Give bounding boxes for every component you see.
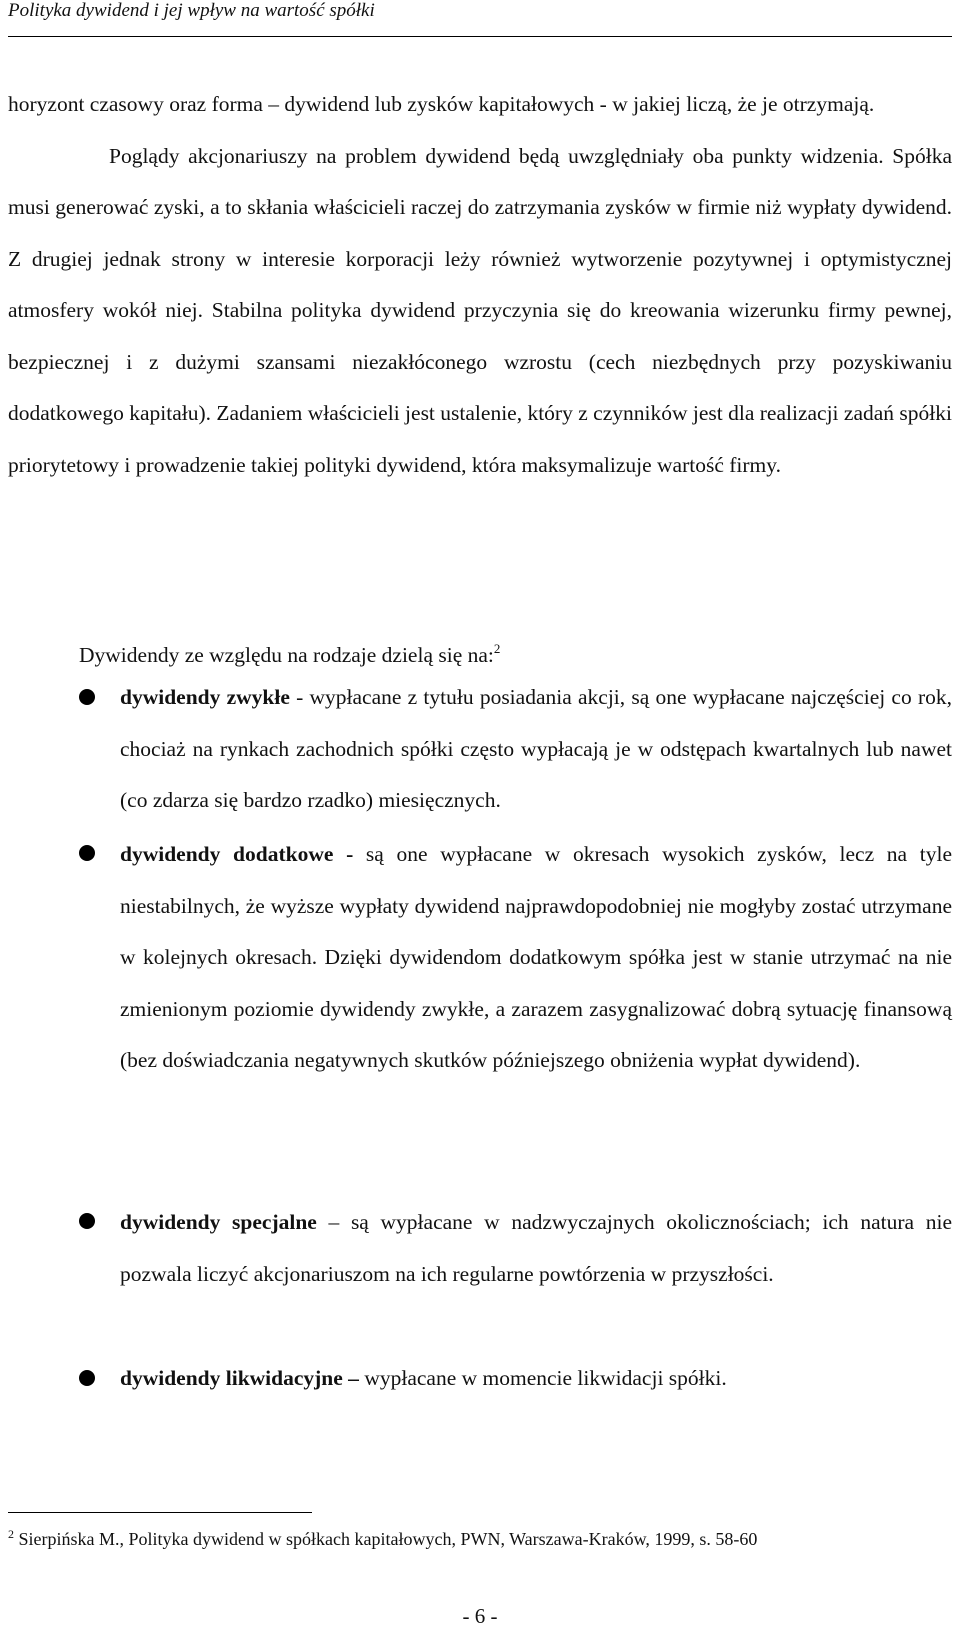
list-item-term: dywidendy specjalne bbox=[120, 1210, 317, 1234]
list-item bbox=[120, 1197, 952, 1300]
footnote-reference: 2 bbox=[493, 641, 501, 656]
list-intro bbox=[79, 640, 500, 670]
list-intro-text: Dywidendy ze względu na rodzaje dzielą się na: bbox=[79, 643, 494, 667]
list-item-text: – są wypłacane w nadzwyczajnych okolicznościach; ich natura nie pozwala liczyć akcjonariuszom na ich regularne powtórzenia w przyszłości. bbox=[120, 1210, 952, 1286]
running-header: Polityka dywidend i jej wpływ na wartość spółki bbox=[8, 0, 375, 21]
footnote-number: 2 bbox=[8, 1527, 14, 1541]
list-item-term: dywidendy likwidacyjne – bbox=[120, 1366, 359, 1390]
bullet-icon bbox=[79, 845, 95, 861]
footnote bbox=[8, 1528, 757, 1550]
footnote-divider bbox=[8, 1512, 312, 1513]
paragraph: Poglądy akcjonariuszy na problem dywidend będą uwzględniały oba punkty widzenia. Spółka musi generować zyski, a to skłania właścicieli raczej do zatrzymania zysków w firmie niż wypłaty dywidend. Z drugiej jednak strony w interesie korporacji leży również wytworzenie pozytywnej i optymistycznej atmosfery wokół niej. Stabilna polityka dywidend przyczynia się do kreowania wizerunku firmy pewnej, bezpiecznej i z dużymi szansami niezakłóconego wzrostu (cech niezbędnych przy pozyskiwaniu dodatkowego kapitału). Zadaniem właścicieli jest ustalenie, który z czynników jest dla realizacji zadań spółki priorytetowy i prowadzenie takiej polityki dywidend, która maksymalizuje wartość firmy. bbox=[8, 143, 952, 477]
paragraph: horyzont czasowy oraz forma – dywidend lub zysków kapitałowych - w jakiej liczą, że je otrzymają. bbox=[8, 92, 875, 116]
list-item-text: są one wypłacane w okresach wysokich zysków, lecz na tyle niestabilnych, że wyższe wypłaty dywidend najprawdopodobniej nie mogłyby zostać utrzymane w kolejnych okresach. Dzięki dywidendom dodatkowym spółka jest w stanie utrzymać na nie zmienionym poziomie dywidendy zwykłe, a zarazem zasygnalizować dobrą sytuację finansową (bez doświadczania negatywnych skutków późniejszego obniżenia wypłat dywidend). bbox=[120, 842, 952, 1072]
body-text bbox=[8, 79, 952, 491]
list-item bbox=[120, 672, 952, 827]
list-item-text: - wypłacane z tytułu posiadania akcji, są one wypłacane najczęściej co rok, chociaż na rynkach zachodnich spółki często wypłacają je w odstępach kwartalnych lub nawet (co zdarza się bardzo rzadko) miesięcznych. bbox=[120, 685, 952, 812]
list-item-term: dywidendy dodatkowe - bbox=[120, 842, 354, 866]
list-item bbox=[120, 829, 952, 1087]
header-divider bbox=[8, 36, 952, 37]
bullet-icon bbox=[79, 1370, 95, 1386]
bullet-icon bbox=[79, 1213, 95, 1229]
page-number: - 6 - bbox=[462, 1604, 498, 1628]
list-item-text: wypłacane w momencie likwidacji spółki. bbox=[358, 1366, 727, 1390]
list-item bbox=[120, 1353, 952, 1405]
list-item-term: dywidendy zwykłe bbox=[120, 685, 290, 709]
bullet-icon bbox=[79, 689, 95, 705]
footnote-text: Sierpińska M., Polityka dywidend w spółkach kapitałowych, PWN, Warszawa-Kraków, 1999, s. 58-60 bbox=[14, 1529, 758, 1549]
